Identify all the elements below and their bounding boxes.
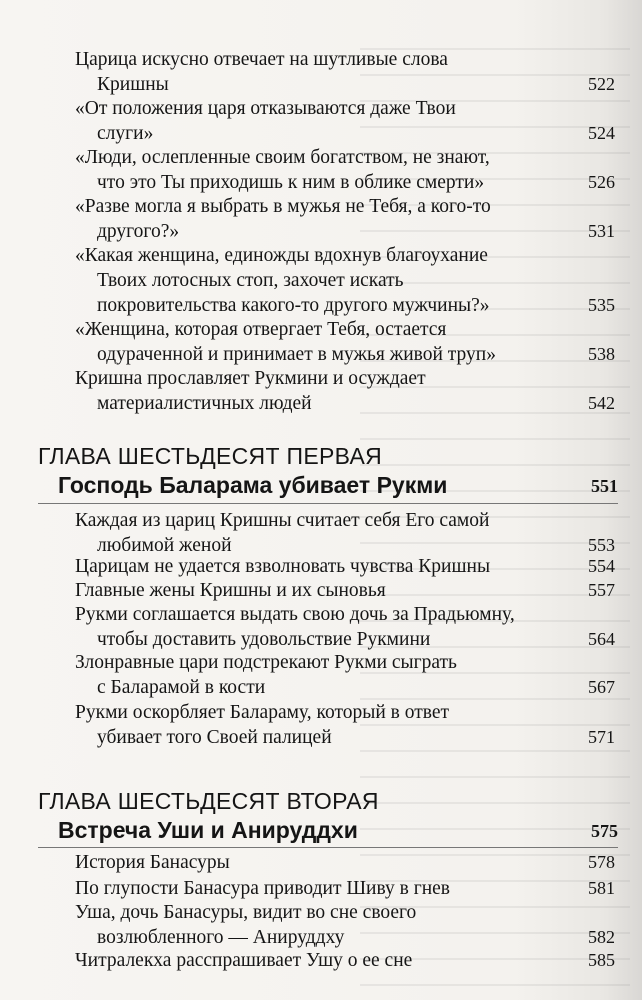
entry-page: 564 <box>588 629 615 649</box>
toc-entry <box>75 145 615 195</box>
entry-line: любимой женой <box>97 535 232 556</box>
entry-page: 571 <box>588 727 615 747</box>
entry-line: возлюбленного — Анируддху <box>97 927 345 948</box>
entry-line: Царица искусно отвечает на шутливые слова <box>75 49 448 70</box>
toc-entry <box>75 948 615 973</box>
entry-line: что это Ты приходишь к ним в облике смерти» <box>97 172 485 193</box>
chapter-page: 551 <box>591 476 618 496</box>
entry-line: Кришна прославляет Рукмини и осуждает <box>75 368 426 389</box>
chapter-title-text: Встреча Уши и Анируддхи <box>58 817 358 843</box>
entry-line: «Женщина, которая отвергает Тебя, остается <box>75 319 447 340</box>
toc-entry <box>75 508 615 558</box>
entry-line: убивает того Своей палицей <box>97 727 332 748</box>
entry-page: 526 <box>588 172 615 192</box>
entry-page: 554 <box>588 556 615 576</box>
entry-page: 538 <box>588 344 615 364</box>
toc-entry <box>75 47 615 97</box>
entry-line: Читралекха расспрашивает Ушу о ее сне <box>75 950 413 971</box>
chapter-page: 575 <box>591 821 618 841</box>
entry-line: материалистичных людей <box>97 393 312 414</box>
toc-entry <box>75 366 615 416</box>
entry-line: По глупости Банасура приводит Шиву в гнев <box>75 878 451 899</box>
entry-line: покровительства какого-то другого мужчины?» <box>97 295 490 316</box>
entry-line: одураченной и принимает в мужья живой труп» <box>97 344 496 365</box>
entry-page: 581 <box>588 878 615 898</box>
entry-page: 585 <box>588 950 615 970</box>
entry-line: Уша, дочь Банасуры, видит во сне своего <box>75 902 417 923</box>
entry-page: 582 <box>588 927 615 947</box>
toc-entry <box>75 650 615 700</box>
toc-entry <box>75 850 615 875</box>
entry-line: Главные жены Кришны и их сыновья <box>75 580 386 601</box>
entry-line: Царицам не удается взволновать чувства Кришны <box>75 556 491 577</box>
toc-entry <box>75 876 615 901</box>
entry-line: «Люди, ослепленные своим богатством, не знают, <box>75 147 490 168</box>
divider <box>38 503 618 504</box>
entry-line: чтобы доставить удовольствие Рукмини <box>97 629 431 650</box>
entry-line: с Баларамой в кости <box>97 677 266 698</box>
toc-entry <box>75 317 615 367</box>
chapter-title <box>58 472 618 499</box>
entry-line: «От положения царя отказываются даже Твои <box>75 98 456 119</box>
entry-page: 524 <box>588 123 615 143</box>
entry-page: 553 <box>588 535 615 555</box>
toc-entry <box>75 96 615 146</box>
entry-page: 567 <box>588 677 615 697</box>
toc-entry <box>75 578 615 603</box>
entry-page: 531 <box>588 221 615 241</box>
entry-line: История Банасуры <box>75 852 230 873</box>
entry-line: «Разве могла я выбрать в мужья не Тебя, а кого-то <box>75 196 491 217</box>
chapter-title <box>58 817 618 844</box>
divider <box>38 847 618 848</box>
entry-line: Рукми оскорбляет Балараму, который в ответ <box>75 702 450 723</box>
entry-page: 522 <box>588 74 615 94</box>
entry-page: 578 <box>588 852 615 872</box>
chapter-title-text: Господь Баларама убивает Рукми <box>58 472 448 498</box>
entry-line: Твоих лотосных стоп, захочет искать <box>97 270 404 291</box>
entry-line: Злонравные цари подстрекают Рукми сыграть <box>75 652 457 673</box>
entry-line: «Какая женщина, единожды вдохнув благоухание <box>75 245 488 266</box>
chapter-heading: ГЛАВА ШЕСТЬДЕСЯТ ПЕРВАЯ <box>38 443 383 469</box>
entry-page: 535 <box>588 295 615 315</box>
entry-page: 557 <box>588 580 615 600</box>
entry-line: Каждая из цариц Кришны считает себя Его самой <box>75 510 490 531</box>
chapter-heading: ГЛАВА ШЕСТЬДЕСЯТ ВТОРАЯ <box>38 788 379 814</box>
toc-entry <box>75 194 615 244</box>
entry-page: 542 <box>588 393 615 413</box>
toc-entry <box>75 554 615 579</box>
entry-line: слуги» <box>97 123 154 144</box>
entry-line: Кришны <box>97 74 169 95</box>
toc-entry <box>75 243 615 318</box>
entry-line: другого?» <box>97 221 180 242</box>
toc-entry <box>75 602 615 652</box>
toc-entry <box>75 900 615 950</box>
entry-line: Рукми соглашается выдать свою дочь за Прадьюмну, <box>75 604 515 625</box>
toc-entry <box>75 700 615 750</box>
